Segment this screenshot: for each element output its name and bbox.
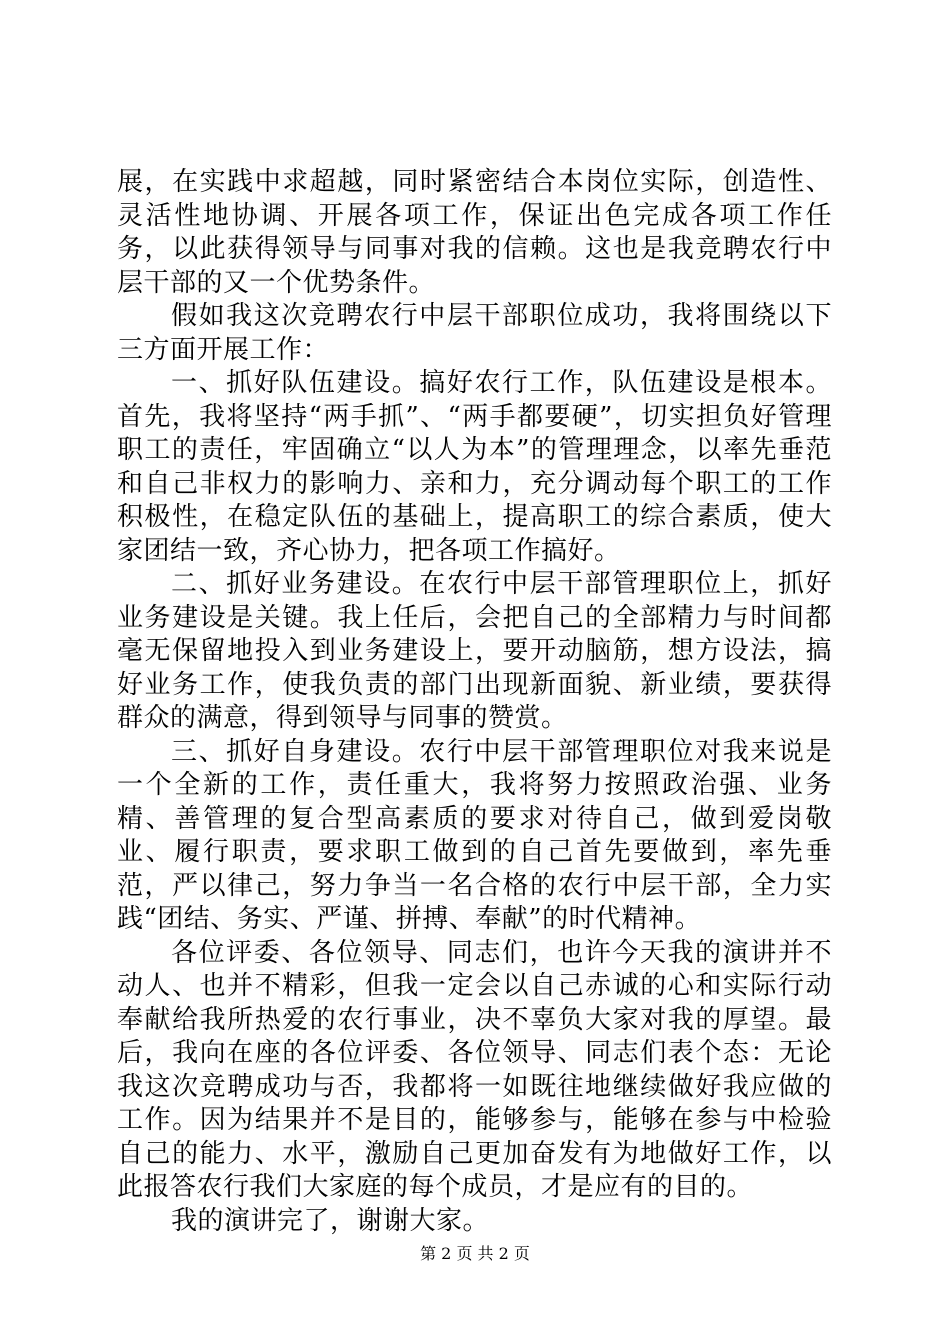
paragraph-4: 二、抓好业务建设。在农行中层干部管理职位上，抓好业务建设是关键。我上任后，会把自己的全部精力与时间都毫无保留地投入到业务建设上，要开动脑筋，想方设法，搞好业务工作，使我负责的部门出现新面貌、新业绩，要获得群众的满意，得到领导与同事的赞赏。 [117, 569, 832, 733]
document-body [117, 166, 832, 1238]
paragraph-2: 假如我这次竞聘农行中层干部职位成功，我将围绕以下三方面开展工作： [117, 301, 832, 365]
paragraph-6: 各位评委、各位领导、同志们，也许今天我的演讲并不动人、也并不精彩，但我一定会以自己赤诚的心和实际行动奉献给我所热爱的农行事业，决不辜负大家对我的厚望。最后，我向在座的各位评委、各位领导、同志们表个态：无论我这次竞聘成功与否，我都将一如既往地继续做好我应做的工作。因为结果并不是目的，能够参与，能够在参与中检验自己的能力、水平，激励自己更加奋发有为地做好工作，以此报答农行我们大家庭的每个成员，才是应有的目的。 [117, 937, 832, 1202]
paragraph-3: 一、抓好队伍建设。搞好农行工作，队伍建设是根本。首先，我将坚持“两手抓”、“两手都要硬”，切实担负好管理职工的责任，牢固确立“以人为本”的管理理念，以率先垂范和自己非权力的影响力、亲和力，充分调动每个职工的工作积极性，在稳定队伍的基础上，提高职工的综合素质，使大家团结一致，齐心协力，把各项工作搞好。 [117, 368, 832, 566]
paragraph-5: 三、抓好自身建设。农行中层干部管理职位对我来说是一个全新的工作，责任重大，我将努力按照政治强、业务精、善管理的复合型高素质的要求对待自己，做到爱岗敬业、履行职责，要求职工做到的自己首先要做到，率先垂范，严以律己，努力争当一名合格的农行中层干部，全力实践“团结、务实、严谨、拼搏、奉献”的时代精神。 [117, 736, 832, 934]
page-number-label: 第 2 页 共 2 页 [420, 1244, 530, 1263]
page-footer [0, 1243, 950, 1265]
paragraph-1: 展，在实践中求超越，同时紧密结合本岗位实际，创造性、灵活性地协调、开展各项工作，保证出色完成各项工作任务，以此获得领导与同事对我的信赖。这也是我竞聘农行中层干部的又一个优势条件。 [117, 167, 832, 298]
paragraph-7: 我的演讲完了，谢谢大家。 [171, 1205, 490, 1236]
